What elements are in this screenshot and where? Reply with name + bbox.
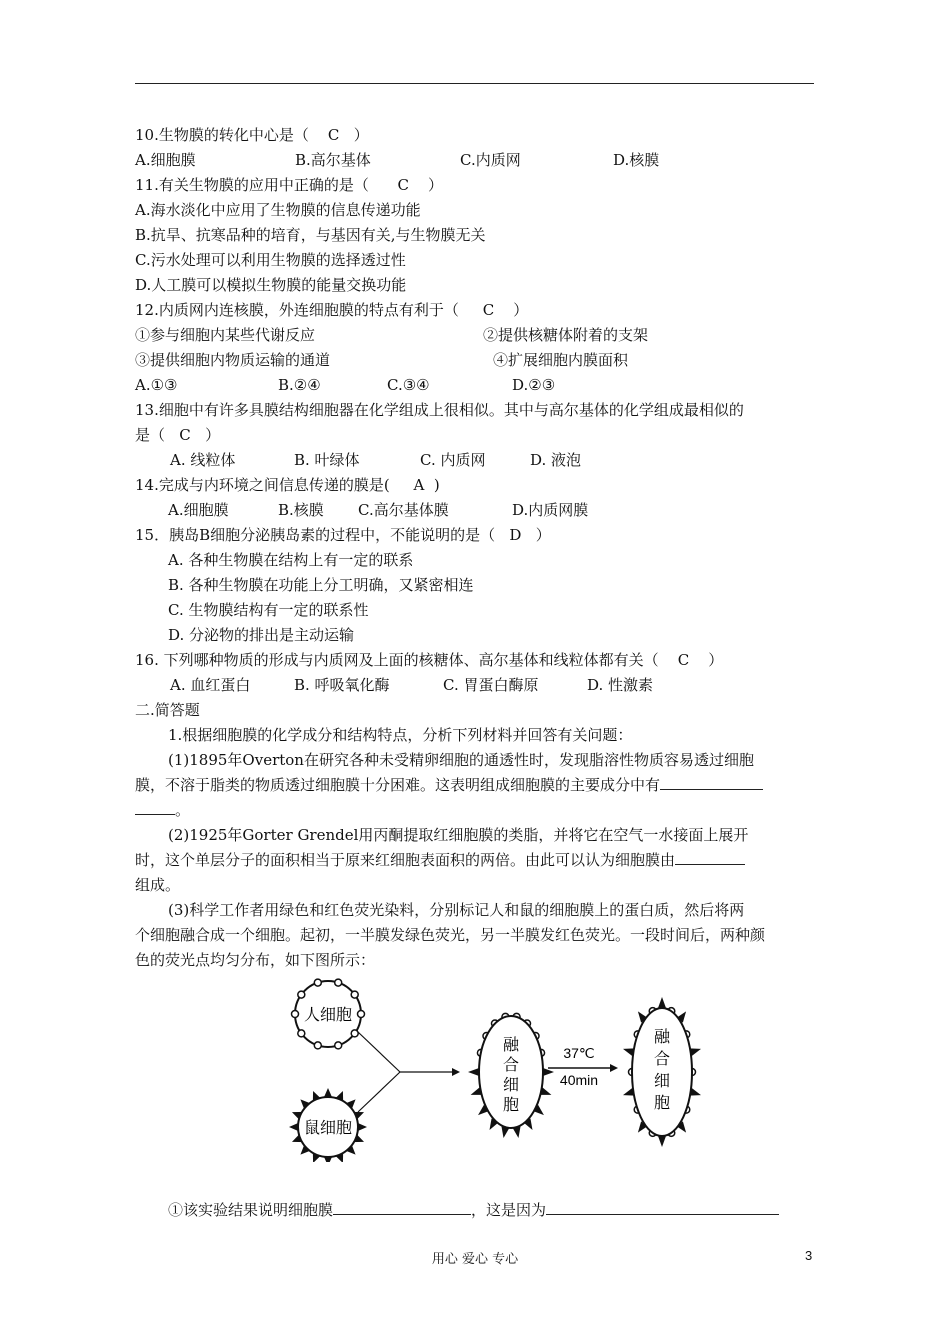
q15-option-c: C. 生物膜结构有一定的联系性	[168, 601, 369, 619]
q10-option-a: A.细胞膜	[135, 151, 196, 169]
fused-cell-initial-char-1: 融	[502, 1035, 520, 1054]
answer-blank-2[interactable]	[675, 850, 745, 865]
q16-option-d: D. 性激素	[587, 676, 654, 694]
fused-cell-mixed	[623, 997, 701, 1147]
q15-option-b: B. 各种生物膜在功能上分工明确，又紧密相连	[168, 576, 474, 594]
human-membrane-protein	[292, 1011, 299, 1018]
fused-mixed-mouse-protein	[658, 997, 666, 1008]
human-membrane-protein	[351, 1030, 358, 1037]
q14-option-c: C.高尔基体膜	[358, 501, 449, 519]
q14-option-a: A.细胞膜	[168, 501, 229, 519]
sa1-p1-line2-text: 膜，不溶于脂类的物质透过细胞膜十分困难。这表明组成细胞膜的主要成分中有	[135, 776, 661, 794]
fused-cell-initial-char-2: 合	[502, 1055, 520, 1074]
q11-stem: 11.有关生物膜的应用中正确的是（ C ）	[135, 176, 444, 194]
condition-arrow-head	[610, 1064, 618, 1072]
sa1-p1-line3	[135, 800, 190, 820]
human-membrane-protein	[358, 1011, 365, 1018]
fused-cell-mixed-char-3: 细	[653, 1071, 671, 1090]
q13-option-c: C. 内质网	[420, 451, 486, 469]
header-rule	[135, 83, 814, 84]
q15-option-a: A. 各种生物膜在结构上有一定的联系	[168, 551, 414, 569]
footer-motto: 用心 爱心 专心	[431, 1252, 519, 1267]
sa1-question-1	[168, 1200, 779, 1220]
q10-option-c: C.内质网	[460, 151, 521, 169]
q11-option-c: C.污水处理可以利用生物膜的选择透过性	[135, 251, 406, 269]
q15-stem: 15．胰岛B细胞分泌胰岛素的过程中，不能说明的是（ D ）	[135, 526, 551, 544]
page-number: 3	[805, 1248, 813, 1263]
fused-cell-mixed-char-4: 胞	[653, 1093, 671, 1112]
sa1-intro: 1.根据细胞膜的化学成分和结构特点，分析下列材料并回答有关问题：	[168, 726, 633, 744]
human-membrane-protein	[351, 991, 358, 998]
q12-option-a: A.①③	[135, 376, 178, 394]
q12-option-b: B.②④	[278, 376, 321, 394]
human-membrane-protein	[314, 1042, 321, 1049]
q11-option-a: A.海水淡化中应用了生物膜的信息传递功能	[135, 201, 421, 219]
sa1-p1-line2	[135, 775, 763, 795]
sa1-q1-part-a: ①该实验结果说明细胞膜	[168, 1201, 334, 1219]
human-cell	[292, 979, 365, 1049]
q12-stem: 12.内质网内连核膜，外连细胞膜的特点有利于（ C ）	[135, 301, 529, 319]
q12-statement-1: ①参与细胞内某些代谢反应	[135, 326, 316, 344]
q13-option-b: B. 叶绿体	[294, 451, 360, 469]
answer-blank-1-continued[interactable]	[135, 800, 175, 815]
fused-initial-mouse-protein	[543, 1068, 554, 1076]
q13-option-a: A. 线粒体	[170, 451, 236, 469]
mouse-cell	[289, 1088, 367, 1162]
condition-temperature: 37℃	[563, 1045, 595, 1061]
merge-line-top	[358, 1032, 400, 1072]
condition-time: 40min	[559, 1072, 599, 1088]
section-heading: 二.简答题	[135, 701, 200, 719]
q12-option-d: D.②③	[512, 376, 556, 394]
fused-cell-initial	[468, 1013, 554, 1138]
human-cell-label: 人细胞	[303, 1005, 353, 1024]
q12-statement-2: ②提供核糖体附着的支架	[483, 326, 649, 344]
human-membrane-protein	[335, 979, 342, 986]
q10-option-b: B.高尔基体	[295, 151, 371, 169]
q15-option-d: D. 分泌物的排出是主动运输	[168, 626, 355, 644]
q13-stem-line2: 是（ C ）	[135, 426, 221, 444]
q16-option-a: A. 血红蛋白	[170, 676, 251, 694]
mouse-cell-label: 鼠细胞	[303, 1118, 353, 1137]
q11-option-d: D.人工膜可以模拟生物膜的能量交换功能	[135, 276, 407, 294]
human-membrane-protein	[298, 991, 305, 998]
sa1-p1-end: 。	[175, 801, 191, 819]
cell-fusion-diagram	[280, 972, 720, 1162]
fused-mixed-mouse-protein	[658, 1136, 666, 1147]
merge-arrow-head	[452, 1068, 460, 1076]
q12-option-c: C.③④	[387, 376, 430, 394]
fused-initial-mouse-protein	[468, 1068, 479, 1076]
fused-cell-mixed-char-1: 融	[653, 1027, 671, 1046]
fused-cell-initial-char-3: 细	[502, 1075, 520, 1094]
sa1-p1-line1: (1)1895年Overton在研究各种未受精卵细胞的通透性时，发现脂溶性物质容易透过细胞	[168, 751, 754, 769]
q14-option-b: B.核膜	[278, 501, 324, 519]
q14-stem: 14.完成与内环境之间信息传递的膜是( A )	[135, 476, 440, 494]
sa1-q1-part-b: ，这是因为	[471, 1201, 547, 1219]
sa1-p2-line1: (2)1925年Gorter Grendel用丙酮提取红细胞膜的类脂，并将它在空气一水接面上展开	[168, 826, 749, 844]
q12-statement-3: ③提供细胞内物质运输的通道	[135, 351, 331, 369]
q16-option-b: B. 呼吸氧化酶	[294, 676, 390, 694]
answer-blank-4[interactable]	[546, 1200, 779, 1215]
q13-option-d: D. 液泡	[530, 451, 582, 469]
sa1-p2-line2-text: 时，这个单层分子的面积相当于原来红细胞表面积的两倍。由此可以认为细胞膜由	[135, 851, 676, 869]
answer-blank-3[interactable]	[333, 1200, 471, 1215]
sa1-p3-line2: 个细胞融合成一个细胞。起初，一半膜发绿色荧光，另一半膜发红色荧光。一段时间后，两种颜	[135, 926, 766, 944]
q11-option-b: B.抗旱、抗寒品种的培育，与基因有关,与生物膜无关	[135, 226, 486, 244]
q10-option-d: D.核膜	[613, 151, 660, 169]
human-membrane-protein	[314, 979, 321, 986]
fused-cell-mixed-char-2: 合	[653, 1049, 671, 1068]
sa1-p3-line1: (3)科学工作者用绿色和红色荧光染料，分别标记人和鼠的细胞膜上的蛋白质，然后将两	[168, 901, 745, 919]
human-membrane-protein	[298, 1030, 305, 1037]
answer-blank-1[interactable]	[660, 775, 763, 790]
q12-statement-4: ④扩展细胞内膜面积	[493, 351, 629, 369]
q10-stem: 10.生物膜的转化中心是（ C ）	[135, 126, 369, 144]
sa1-p3-line3: 色的荧光点均匀分布，如下图所示：	[135, 951, 376, 969]
q13-stem-line1: 13.细胞中有许多具膜结构细胞器在化学组成上很相似。其中与高尔基体的化学组成最相似的	[135, 401, 744, 419]
fused-cell-initial-char-4: 胞	[502, 1095, 520, 1114]
merge-line-bottom	[358, 1072, 400, 1112]
q16-option-c: C. 胃蛋白酶原	[443, 676, 539, 694]
sa1-p2-line2	[135, 850, 745, 870]
human-membrane-protein	[335, 1042, 342, 1049]
q16-stem: 16. 下列哪种物质的形成与内质网及上面的核糖体、高尔基体和线粒体都有关（ C ）	[135, 651, 724, 669]
sa1-p2-line3: 组成。	[135, 876, 181, 894]
q14-option-d: D.内质网膜	[512, 501, 589, 519]
